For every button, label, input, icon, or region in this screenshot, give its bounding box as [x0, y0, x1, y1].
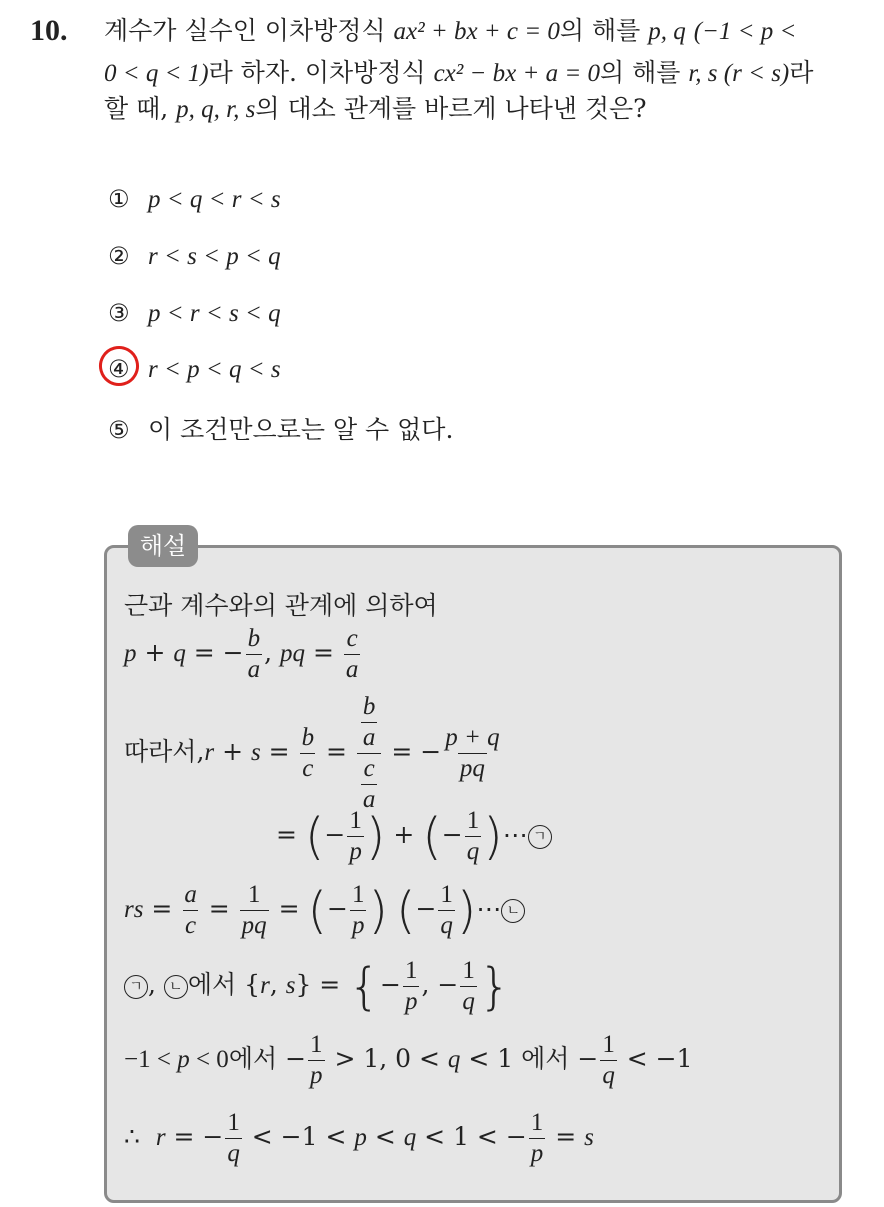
question-line-2 — [104, 56, 813, 91]
question-text: 라 — [789, 58, 814, 87]
choice-text: 이 조건만으로는 알 수 없다. — [148, 415, 454, 444]
root-range-start: (−1 < p < — [693, 18, 797, 45]
solution-conclusion: ∴ r = − $\frac{1}{q}$ < −1 < p < q < 1 < − $\frac{1}{p}$ = s — [124, 1109, 594, 1167]
question-line-3 — [104, 92, 647, 127]
solution-text: 에서 — [187, 970, 237, 999]
choice-number: ① — [108, 185, 130, 213]
choice-number: ④ — [108, 355, 130, 383]
choice-text: r < p < q < s — [148, 356, 281, 383]
solution-eq-product: rs = $\frac{a}{c}$ = $\frac{1}{pq}$ = (− $\frac{1}{p}$ ) (− $\frac{1}{q}$ )⋯ ㄴ — [124, 880, 525, 941]
choice-3[interactable] — [108, 298, 281, 328]
solution-text: 따라서, — [124, 737, 205, 766]
choice-text: p < r < s < q — [148, 300, 281, 327]
question-text: 할 때, — [104, 94, 169, 123]
question-line-1 — [104, 14, 796, 49]
question-text: 의 해를 — [559, 16, 641, 45]
choice-text: p < q < r < s — [148, 186, 281, 213]
equation-2: cx² − bx + a = 0 — [433, 60, 600, 87]
solution-eq-sum: 따라서,r + s = $\frac{b}{c}$ = $\frac{\frac{b}{a}}{\frac{c}{a}}$ = − $\frac{p + q}{pq}$ — [124, 693, 500, 813]
question-text: 계수가 실수인 이차방정식 — [104, 16, 386, 45]
choice-number: ③ — [108, 299, 130, 327]
question-text: 라 하자. 이차방정식 — [208, 58, 426, 87]
choice-2[interactable] — [108, 241, 281, 271]
choice-number: ⑤ — [108, 416, 130, 444]
roots-2: r, s (r < s) — [688, 60, 790, 87]
choice-1[interactable] — [108, 184, 281, 214]
question-text: 의 대소 관계를 바르게 나타낸 것은? — [255, 94, 647, 123]
solution-eq-vieta: p + q = − $\frac{b}{a}$ , pq = $\frac{c}{a}$ — [124, 625, 359, 683]
equation-1: ax² + bx + c = 0 — [393, 18, 560, 45]
solution-label: 해설 — [128, 525, 198, 567]
choice-text: r < s < p < q — [148, 243, 281, 270]
question-text: 의 해를 — [599, 58, 681, 87]
choice-5[interactable] — [108, 410, 453, 446]
solution-eq-set: ㄱ , ㄴ 에서 {r, s} = {− $\frac{1}{p}$ , − $\frac{1}{q}$ } — [124, 956, 511, 1017]
marker-nieun: ㄴ — [164, 975, 188, 999]
root-range-end: 0 < q < 1) — [104, 60, 209, 87]
choice-number: ② — [108, 242, 130, 270]
solution-text: 에서 — [228, 1044, 278, 1073]
question-number: 10. — [30, 14, 68, 47]
solution-eq-bounds: −1 < p < 0에서 − $\frac{1}{p}$ > 1, 0 < q < 1 에서 − $\frac{1}{q}$ < −1 — [124, 1031, 693, 1089]
solution-eq-sum-2: = (− $\frac{1}{p}$ ) + (− $\frac{1}{q}$ )⋯ ㄱ — [276, 806, 552, 867]
marker-nieun: ㄴ — [501, 899, 525, 923]
variables: p, q, r, s — [176, 96, 256, 123]
solution-intro: 근과 계수와의 관계에 의하여 — [124, 591, 438, 620]
solution-text: 에서 — [521, 1044, 570, 1073]
marker-giyeok: ㄱ — [124, 975, 148, 999]
marker-giyeok: ㄱ — [528, 825, 552, 849]
roots-1: p, q — [648, 18, 686, 45]
